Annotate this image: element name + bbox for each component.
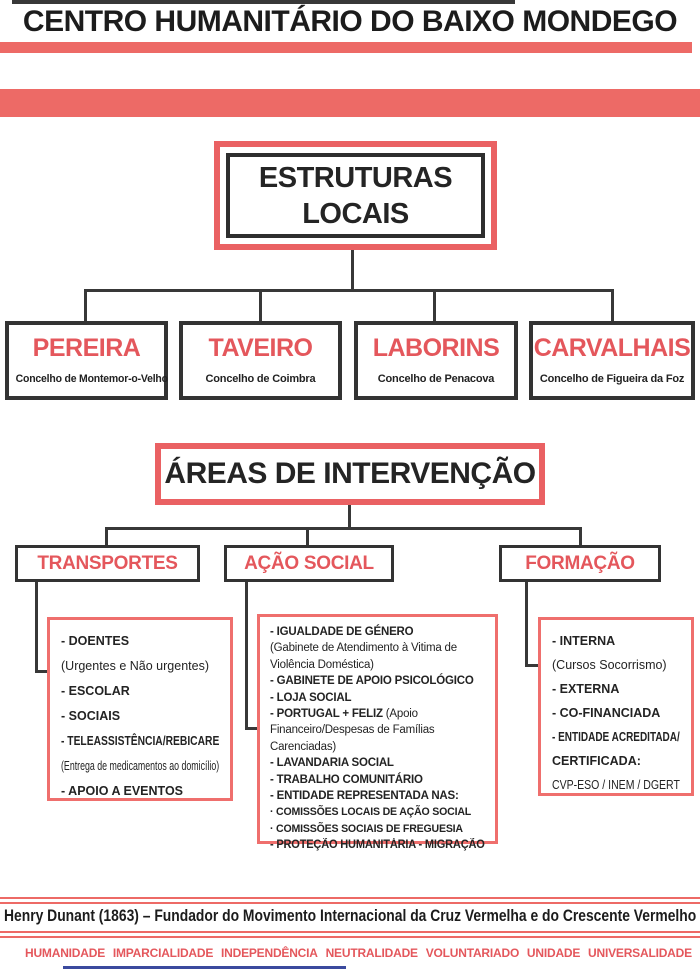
branch-box-pereira bbox=[5, 321, 168, 400]
list-item: - ENTIDADE ACREDITADA/ bbox=[552, 730, 680, 744]
branch-box-taveiro bbox=[179, 321, 342, 400]
list-item: - PROTEÇÃO HUMANITÁRIA - MIGRAÇÃO bbox=[270, 839, 485, 852]
connector-areas-rail bbox=[105, 527, 582, 530]
branch-subtitle: Concelho de Coimbra bbox=[205, 373, 316, 385]
list-item: CVP-ESO / INEM / DGERT bbox=[552, 778, 680, 792]
areas-intervencao-title: ÁREAS DE INTERVENÇÃO bbox=[164, 457, 536, 490]
founder-quote: Henry Dunant (1863) – Fundador do Movimento Internacional da Cruz Vermelha e do Crescente Vermelho bbox=[4, 906, 697, 925]
connector-drop-taveiro bbox=[259, 289, 262, 321]
branch-subtitle: Concelho de Penacova bbox=[377, 373, 495, 385]
category-label: TRANSPORTES bbox=[37, 552, 178, 574]
branch-subtitle: Concelho de Figueira da Foz bbox=[539, 373, 685, 385]
connector-drop-pereira bbox=[84, 289, 87, 321]
scan-artifact-line bbox=[63, 966, 346, 969]
principle-label: IMPARCIALIDADE bbox=[112, 946, 214, 960]
list-item: - SOCIAIS bbox=[61, 709, 121, 723]
list-item: - LOJA SOCIAL bbox=[270, 691, 352, 704]
branch-box-carvalhais bbox=[529, 321, 695, 400]
principle-label: HUMANIDADE bbox=[25, 946, 105, 960]
list-item: - APOIO A EVENTOS bbox=[61, 784, 184, 798]
elbow-formacao-v bbox=[525, 582, 528, 667]
list-item: (Entrega de medicamentos ao domicílio) bbox=[61, 759, 220, 773]
principle-label: VOLUNTARIADO bbox=[425, 946, 520, 960]
page-title: CENTRO HUMANITÁRIO DO BAIXO MONDEGO bbox=[22, 5, 678, 38]
list-item: · COMISSÕES SOCIAIS DE FREGUESIA bbox=[270, 822, 463, 835]
list-item: (Cursos Socorrismo) bbox=[552, 658, 667, 672]
principle-label: UNIDADE bbox=[526, 946, 581, 960]
connector-drop-acao-social bbox=[306, 527, 309, 546]
list-box-formacao bbox=[538, 617, 694, 796]
connector-drop-carvalhais bbox=[611, 289, 614, 321]
category-label: AÇÃO SOCIAL bbox=[244, 552, 374, 574]
list-item: (Urgentes e Não urgentes) bbox=[61, 659, 209, 673]
connector-drop-transportes bbox=[105, 527, 108, 546]
list-box-transportes bbox=[47, 617, 233, 801]
list-item: · COMISSÕES LOCAIS DE AÇÃO SOCIAL bbox=[270, 806, 472, 819]
list-item: - INTERNA bbox=[552, 634, 616, 648]
connector-areas-stem bbox=[348, 505, 351, 528]
branch-box-laborins bbox=[354, 321, 518, 400]
list-box-acao-social bbox=[257, 614, 498, 852]
list-item: - TELEASSISTÊNCIA/REBICARE bbox=[61, 734, 220, 748]
list-item: - IGUALDADE DE GÉNERO bbox=[270, 626, 414, 638]
list-item: - GABINETE DE APOIO PSICOLÓGICO bbox=[270, 675, 474, 688]
list-item: - DOENTES bbox=[61, 634, 130, 648]
elbow-acao-social-v bbox=[245, 582, 248, 730]
founder-quote-wrap bbox=[4, 906, 696, 926]
principles-row bbox=[25, 944, 692, 962]
branch-name: PEREIRA bbox=[32, 334, 141, 362]
list-item: - LAVANDARIA SOCIAL bbox=[270, 757, 394, 770]
list-item: (Gabinete de Atendimento à Vitima de Violência Doméstica) bbox=[270, 642, 457, 671]
header-stripe-thin bbox=[0, 42, 692, 53]
connector-drop-formacao bbox=[579, 527, 582, 546]
elbow-transportes-v bbox=[35, 582, 38, 673]
connector-estruturas-rail bbox=[84, 289, 614, 292]
top-border-line bbox=[12, 0, 515, 4]
estruturas-locais-box bbox=[214, 141, 497, 250]
branch-name: LABORINS bbox=[372, 334, 500, 362]
footer-divider-bottom bbox=[0, 931, 700, 938]
areas-intervencao-box bbox=[155, 443, 545, 505]
principle-label: UNIVERSALIDADE bbox=[588, 946, 692, 960]
connector-drop-laborins bbox=[433, 289, 436, 321]
category-box-transportes bbox=[15, 545, 200, 582]
connector-estruturas-stem bbox=[351, 250, 354, 289]
category-box-formacao bbox=[499, 545, 661, 582]
branch-name: CARVALHAIS bbox=[533, 334, 691, 362]
branch-name: TAVEIRO bbox=[208, 334, 313, 362]
list-item: - TRABALHO COMUNITÁRIO bbox=[270, 773, 423, 786]
principle-label: INDEPENDÊNCIA bbox=[221, 946, 318, 960]
list-item: - EXTERNA bbox=[552, 682, 620, 696]
list-item: - CO-FINANCIADA bbox=[552, 706, 661, 720]
footer-divider-top bbox=[0, 897, 700, 904]
list-item: CERTIFICADA: bbox=[552, 754, 641, 768]
list-item: - PORTUGAL + FELIZ (Apoio Financeiro/Despesas de Famílias Carenciadas) bbox=[270, 708, 435, 753]
estruturas-locais-title bbox=[226, 153, 485, 238]
list-item: - ENTIDADE REPRESENTADA NAS: bbox=[270, 790, 459, 803]
branch-subtitle: Concelho de Montemor-o-Velho bbox=[15, 373, 168, 385]
header-stripe-thick bbox=[0, 89, 700, 117]
estruturas-title-line2: LOCAIS bbox=[302, 197, 409, 230]
category-box-acao-social bbox=[224, 545, 394, 582]
principle-label: NEUTRALIDADE bbox=[325, 946, 418, 960]
list-item: - ESCOLAR bbox=[61, 684, 130, 698]
category-label: FORMAÇÃO bbox=[525, 552, 635, 574]
estruturas-title-line1: ESTRUTURAS bbox=[258, 161, 453, 194]
